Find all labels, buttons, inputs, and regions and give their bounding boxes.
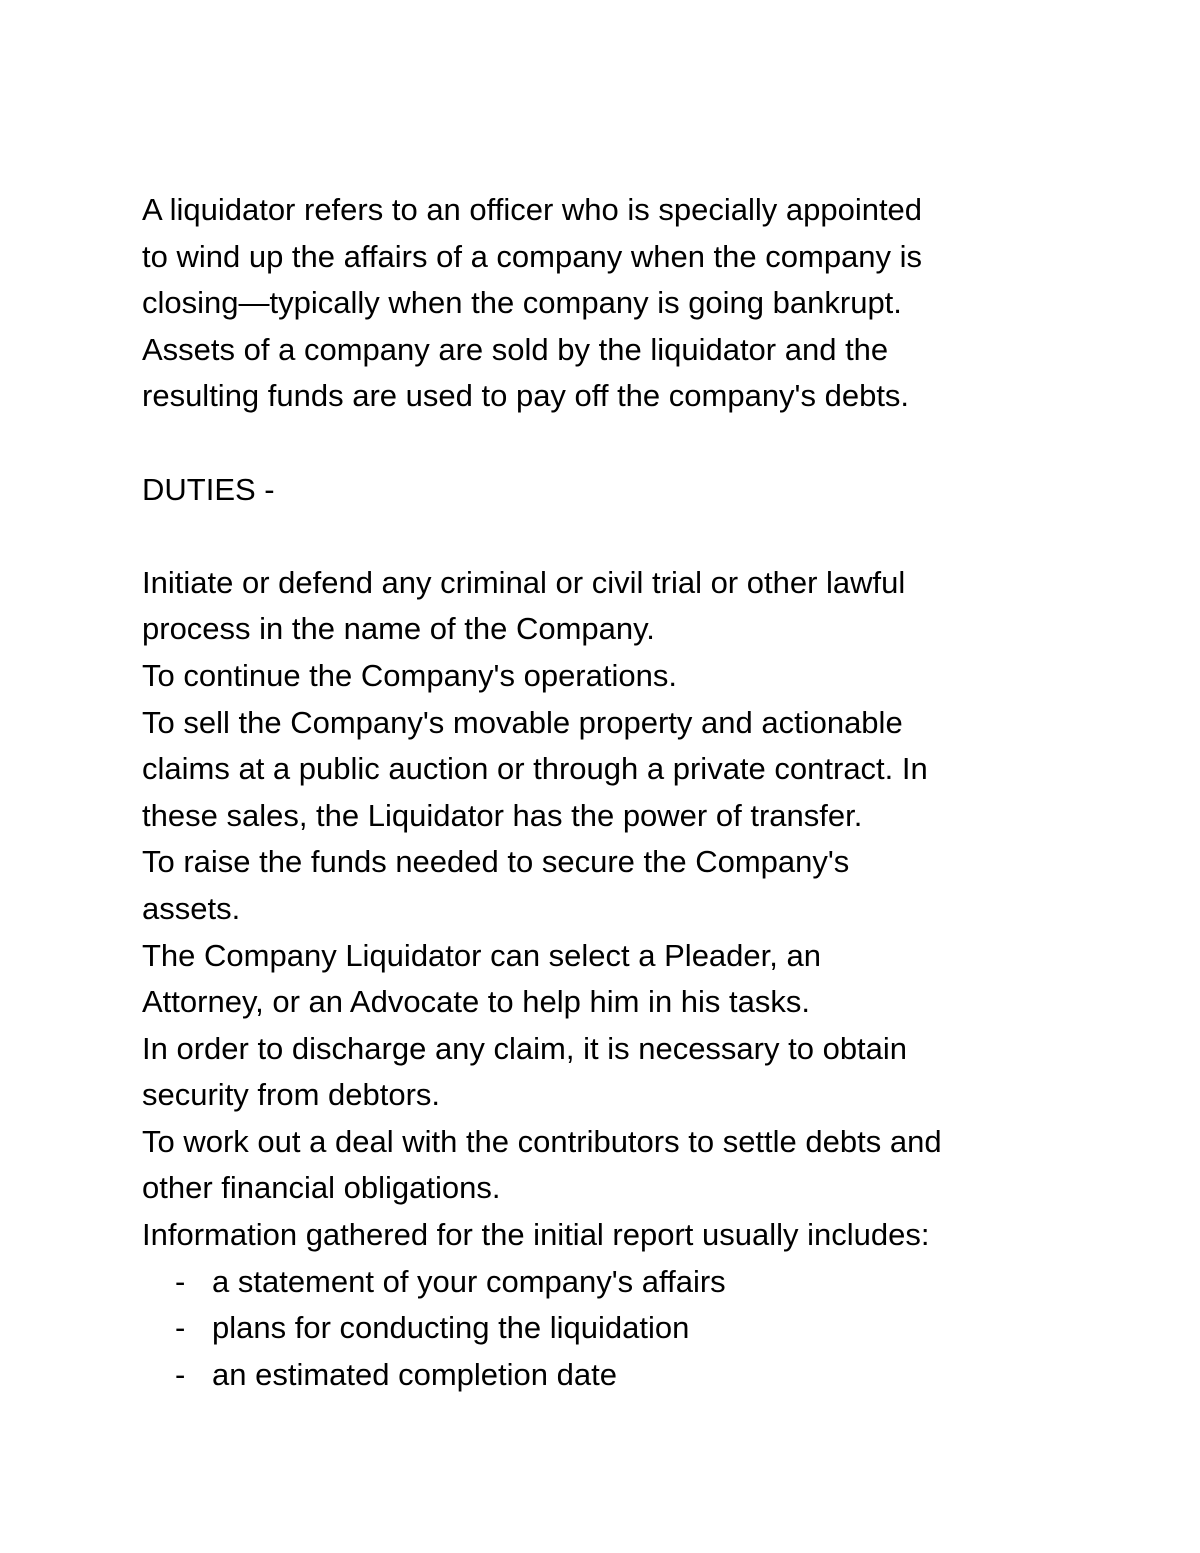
duty-line: security from debtors.: [142, 1077, 441, 1113]
duty-line: To raise the funds needed to secure the Company's: [142, 844, 850, 880]
duty-line: The Company Liquidator can select a Pleader, an: [142, 937, 821, 973]
document-body: [142, 187, 1082, 1398]
duty-line: Information gathered for the initial report usually includes:: [142, 1217, 930, 1253]
bullet-item: [142, 1259, 1082, 1306]
intro-line: Assets of a company are sold by the liquidator and the: [142, 331, 889, 367]
blank-line: [142, 513, 1082, 560]
bullet-text: an estimated completion date: [212, 1356, 617, 1392]
duty-line: In order to discharge any claim, it is necessary to obtain: [142, 1030, 908, 1066]
duty-line: other financial obligations.: [142, 1170, 501, 1206]
intro-line: resulting funds are used to pay off the company's debts.: [142, 378, 910, 414]
intro-line: to wind up the affairs of a company when the company is: [142, 238, 923, 274]
duty-line: To continue the Company's operations.: [142, 657, 677, 693]
duty-line: assets.: [142, 890, 241, 926]
duty-line: claims at a public auction or through a private contract. In: [142, 751, 928, 787]
duty-line: To work out a deal with the contributors to settle debts and: [142, 1123, 942, 1159]
duty-line: these sales, the Liquidator has the power of transfer.: [142, 797, 863, 833]
duties-heading: DUTIES -: [142, 471, 275, 507]
bullet-marker: -: [175, 1310, 186, 1346]
bullet-item: [142, 1352, 1082, 1399]
bullet-marker: -: [175, 1356, 186, 1392]
intro-line: A liquidator refers to an officer who is specially appointed: [142, 192, 923, 227]
duty-line: Attorney, or an Advocate to help him in his tasks.: [142, 984, 810, 1020]
bullet-marker: -: [175, 1263, 186, 1299]
bullet-text: plans for conducting the liquidation: [212, 1310, 690, 1346]
duty-line: Initiate or defend any criminal or civil trial or other lawful: [142, 564, 906, 600]
duty-line: process in the name of the Company.: [142, 611, 655, 647]
blank-line: [142, 420, 1082, 467]
intro-line: closing—typically when the company is going bankrupt.: [142, 285, 902, 321]
duty-line: To sell the Company's movable property and actionable: [142, 704, 903, 740]
bullet-text: a statement of your company's affairs: [212, 1263, 726, 1299]
bullet-item: [142, 1305, 1082, 1352]
